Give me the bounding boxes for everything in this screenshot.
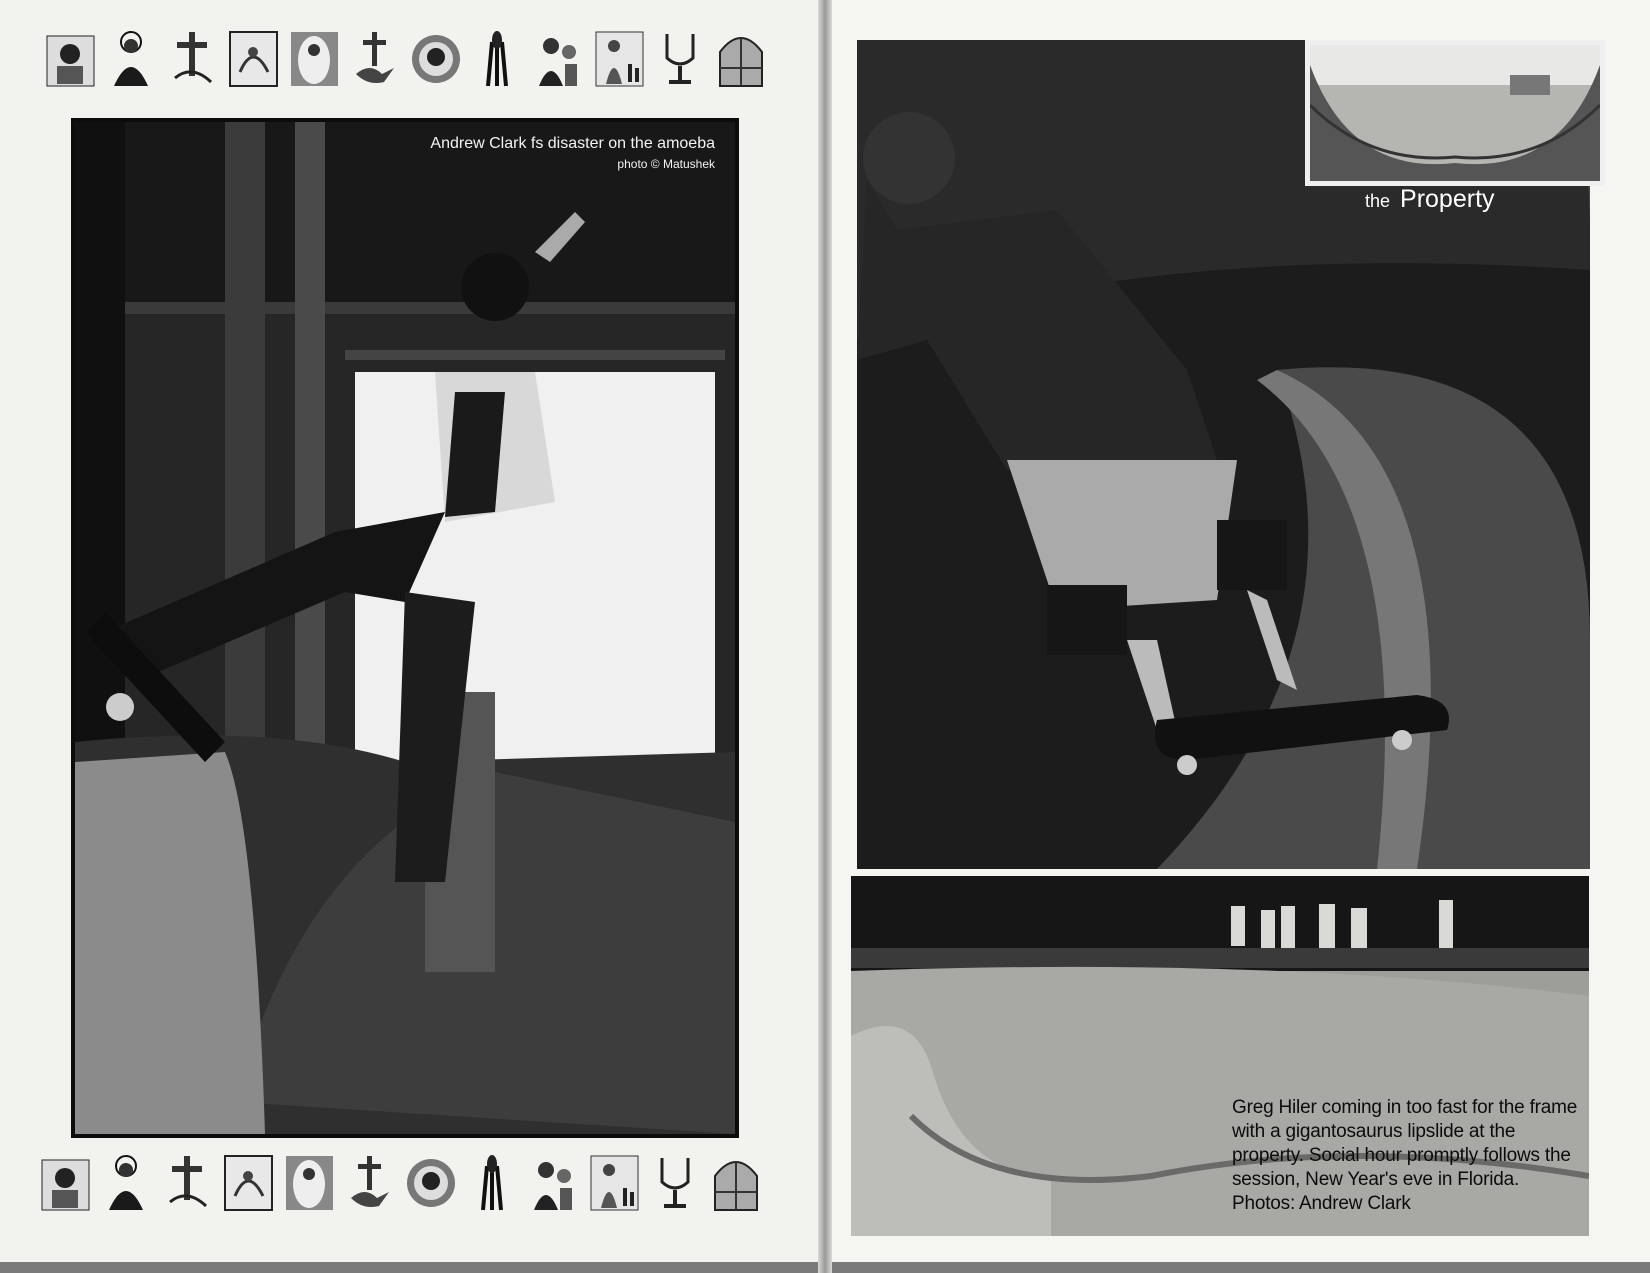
cross-lily-icon	[165, 28, 220, 90]
bottom-icon-strip	[38, 1152, 764, 1214]
virgin-mary-icon	[287, 28, 342, 90]
madonna-icon	[104, 28, 159, 90]
sermon-icon	[592, 28, 647, 90]
sermon-icon	[587, 1152, 642, 1214]
skater-in-ramp-scene	[75, 122, 735, 1134]
angel-icon	[221, 1152, 276, 1214]
virgin-mary-icon	[282, 1152, 337, 1214]
wheat-icon	[470, 28, 525, 90]
prayer-icon	[531, 28, 586, 90]
stained-glass-icon	[709, 1152, 764, 1214]
halfpipe-scene	[1310, 45, 1600, 181]
jesus-icon	[409, 28, 464, 90]
stained-glass-icon	[714, 28, 769, 90]
top-icon-strip	[43, 28, 769, 90]
cross-dove-icon	[343, 1152, 398, 1214]
property-title-small: the	[1365, 191, 1391, 211]
saint-icon	[43, 28, 98, 90]
chalice-icon	[653, 28, 708, 90]
saint-icon	[38, 1152, 93, 1214]
chalice-icon	[648, 1152, 703, 1214]
bottom-photo-caption: Greg Hiler coming in too fast for the frame with a gigantosaurus lipslide at the property. Social hour promptly follows the session, New Year's eve in Florida. Photos: Andrew Clark	[1232, 1097, 1578, 1214]
left-skate-photo	[71, 118, 739, 1138]
jesus-icon	[404, 1152, 459, 1214]
angel-icon	[226, 28, 281, 90]
page-gutter	[818, 0, 832, 1273]
property-title-large: Property	[1400, 185, 1495, 213]
caption-title: Andrew Clark fs disaster on the amoeba	[430, 135, 715, 152]
left-photo-caption	[430, 134, 715, 174]
property-title	[1365, 185, 1495, 214]
prayer-icon	[526, 1152, 581, 1214]
cross-dove-icon	[348, 28, 403, 90]
wheat-icon	[465, 1152, 520, 1214]
property-inset-photo	[1305, 40, 1605, 186]
cross-lily-icon	[160, 1152, 215, 1214]
madonna-icon	[99, 1152, 154, 1214]
photo-credit: photo © Matushek	[617, 157, 715, 171]
